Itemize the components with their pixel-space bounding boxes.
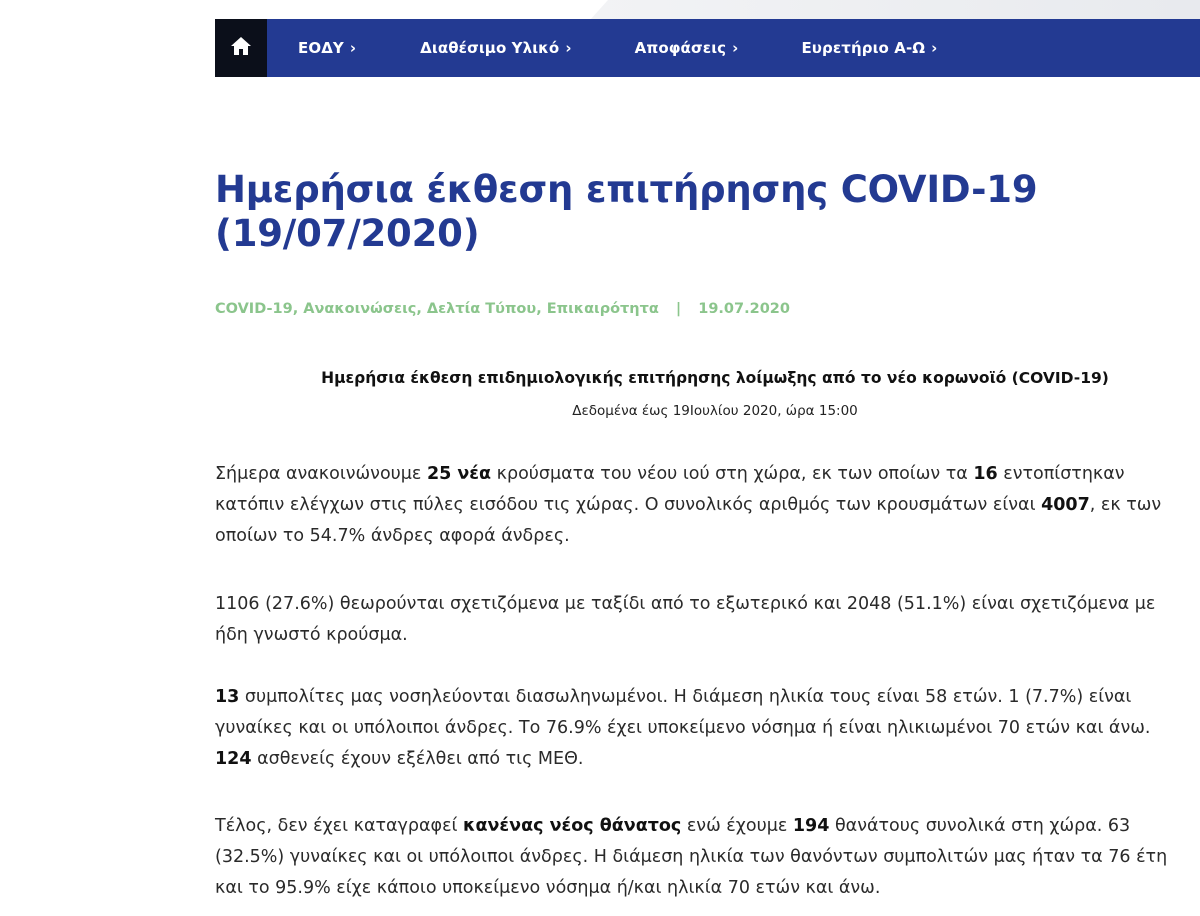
chevron-right-icon: ›: [931, 39, 938, 57]
category-separator: ,: [416, 301, 427, 317]
page-title-line1: Ημερήσια έκθεση επιτήρησης COVID-19: [215, 168, 1038, 211]
nav-item-label: ΕΟΔΥ: [298, 39, 344, 57]
page-title-line2: (19/07/2020): [215, 212, 480, 255]
home-icon: [230, 36, 252, 60]
nav-item-label: Διαθέσιμο Υλικό: [420, 39, 560, 57]
paragraph-deaths: Τέλος, δεν έχει καταγραφεί κανένας νέος θάνατος ενώ έχουμε 194 θανάτους συνολικά στη χώρα. 63 (32.5%) γυναίκες και οι υπόλοιποι άνδρες. Η διάμεση ηλικία των θανόντων συμπολιτών μας ήταν τα 76 έτη και το 95.9% είχε κάποιο υποκείμενο νόσημα ή/και ηλικία 70 ετών και άνω.: [215, 816, 1168, 898]
nav-item-label: Αποφάσεις: [634, 39, 727, 57]
paragraph-new-cases: Σήμερα ανακοινώνουμε 25 νέα κρούσματα του νέου ιού στη χώρα, εκ των οποίων τα 16 εντοπίστηκαν κατόπιν ελέγχων στις πύλες εισόδου τις χώρας. Ο συνολικός αριθμός των κρουσμάτων είναι 4007, εκ των οποίων το 54.7% άνδρες αφορά άνδρες.: [215, 464, 1162, 546]
category-link-news[interactable]: Επικαιρότητα: [546, 301, 659, 317]
nav-item-decisions[interactable]: [635, 39, 739, 57]
chevron-right-icon: ›: [349, 39, 357, 57]
category-separator: ,: [536, 301, 547, 317]
chevron-right-icon: ›: [565, 39, 572, 57]
article-date: 19.07.2020: [698, 301, 790, 317]
main-navigation: [215, 19, 1200, 77]
nav-item-eody[interactable]: [298, 39, 356, 57]
chevron-right-icon: ›: [732, 39, 739, 57]
meta-divider: |: [675, 301, 682, 317]
nav-item-label: Ευρετήριο Α-Ω: [801, 39, 926, 57]
paragraph-intubated: 13 συμπολίτες μας νοσηλεύονται διασωληνωμένοι. Η διάμεση ηλικία τους είναι 58 ετών. 1 (7.7%) είναι γυναίκες και οι υπόλοιποι άνδρες. Το 76.9% έχει υποκείμενο νόσημα ή είναι ηλικιωμένοι 70 ετών και άνω. 124 ασθενείς έχουν εξέλθει από τις ΜΕΘ.: [215, 687, 1151, 769]
category-link-covid[interactable]: COVID-19: [215, 301, 293, 317]
category-separator: ,: [292, 301, 304, 317]
category-link-press-releases[interactable]: Δελτία Τύπου: [426, 301, 537, 317]
category-link-announcements[interactable]: Ανακοινώσεις: [303, 301, 417, 317]
header-decoration: [590, 0, 1200, 20]
home-button[interactable]: [215, 19, 267, 77]
nav-item-index[interactable]: [801, 39, 937, 57]
nav-item-available-material[interactable]: [420, 39, 571, 57]
article-meta: [215, 301, 790, 317]
report-data-date: Δεδομένα έως 19Ιουλίου 2020, ώρα 15:00: [572, 403, 858, 419]
paragraph-case-origin: 1106 (27.6%) θεωρούνται σχετιζόμενα με ταξίδι από το εξωτερικό και 2048 (51.1%) είναι σχετιζόμενα με ήδη γνωστό κρούσμα.: [215, 594, 1156, 645]
page-title: [215, 168, 1175, 256]
report-subheading: Ημερήσια έκθεση επιδημιολογικής επιτήρησης λοίμωξης από το νέο κορωνοϊό (COVID-19): [321, 369, 1109, 387]
